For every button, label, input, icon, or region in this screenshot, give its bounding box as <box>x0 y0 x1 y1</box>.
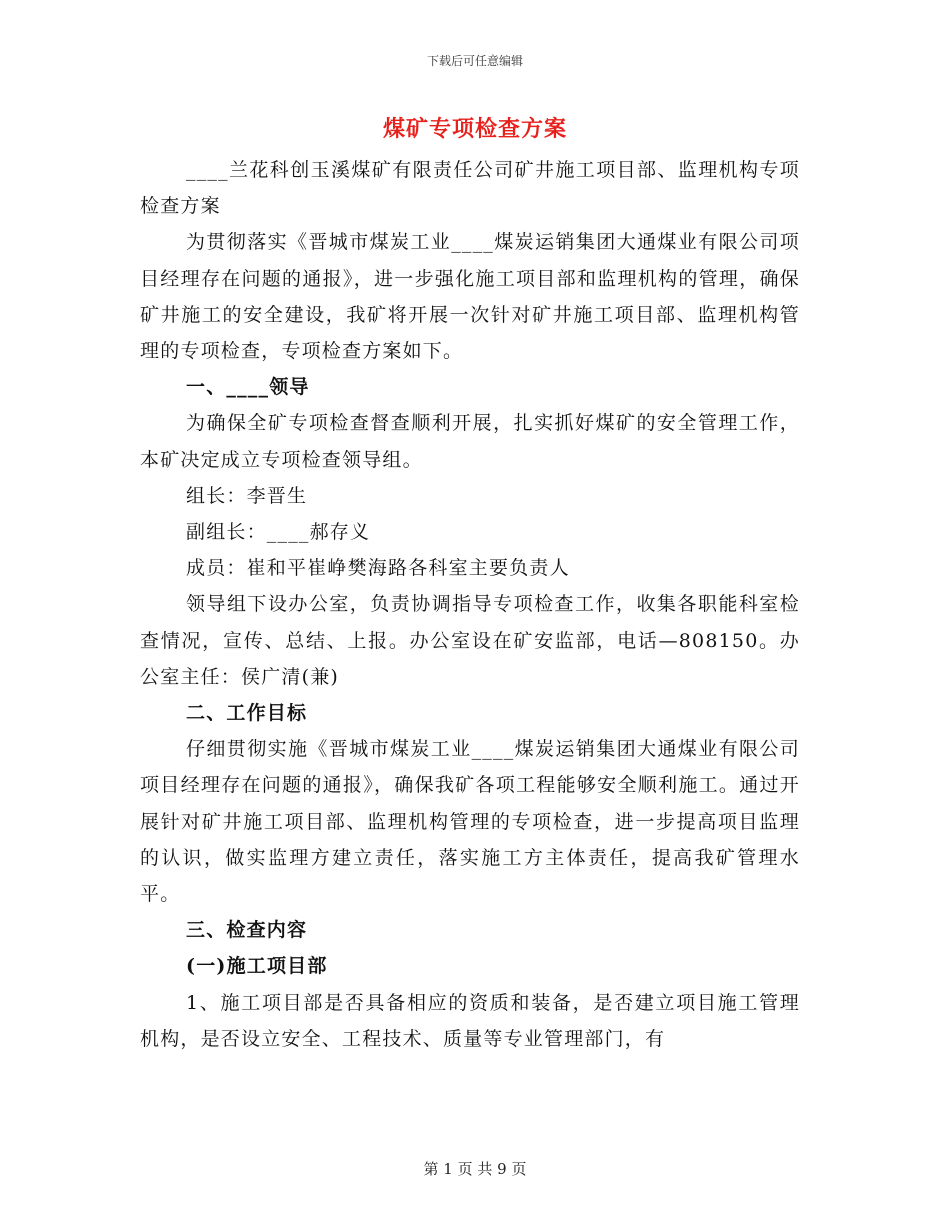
office-paragraph: 领导组下设办公室，负责协调指导专项检查工作，收集各职能科室检查情况，宣传、总结、上报。办公室设在矿安监部，电话—808150。办公室主任：侯广清(兼) <box>140 593 800 688</box>
document-body <box>140 152 800 1057</box>
subsection1-heading: (一)施工项目部 <box>186 955 328 978</box>
members-line: 成员：崔和平崔峥樊海路各科室主要负责人 <box>186 557 570 580</box>
document-title: 煤矿专项检查方案 <box>382 116 567 142</box>
item1-paragraph: 1、施工项目部是否具备相应的资质和装备，是否建立项目施工管理机构，是否设立安全、工程技术、质量等专业管理部门，有 <box>140 991 800 1050</box>
section2-heading: 二、工作目标 <box>186 702 308 725</box>
section1-heading: 一、____领导 <box>186 376 310 399</box>
page-indicator: 第 1 页 共 9 页 <box>423 1160 527 1178</box>
section1-body: 为确保全矿专项检查督查顺利开展，扎实抓好煤矿的安全管理工作，本矿决定成立专项检查领导组。 <box>140 412 800 471</box>
deputy-leader-line: 副组长：____郝存义 <box>186 521 371 544</box>
header-note: 下载后可任意编辑 <box>426 54 523 68</box>
purpose-paragraph: 为贯彻落实《晋城市煤炭工业____煤炭运销集团大通煤业有限公司项目经理存在问题的通报》，进一步强化施工项目部和监理机构的管理，确保矿井施工的安全建设，我矿将开展一次针对矿井施工项目部、监理机构管理的专项检查，专项检查方案如下。 <box>140 231 800 363</box>
intro-subtitle: ____兰花科创玉溪煤矿有限责任公司矿井施工项目部、监理机构专项检查方案 <box>140 159 800 218</box>
leader-line: 组长：李晋生 <box>186 484 308 507</box>
section3-heading: 三、检查内容 <box>186 919 308 942</box>
section2-body: 仔细贯彻实施《晋城市煤炭工业____煤炭运销集团大通煤业有限公司项目经理存在问题的通报》，确保我矿各项工程能够安全顺利施工。通过开展针对矿井施工项目部、监理机构管理的专项检查，进一步提高项目监理的认识，做实监理方建立责任，落实施工方主体责任，提高我矿管理水平。 <box>140 738 800 906</box>
